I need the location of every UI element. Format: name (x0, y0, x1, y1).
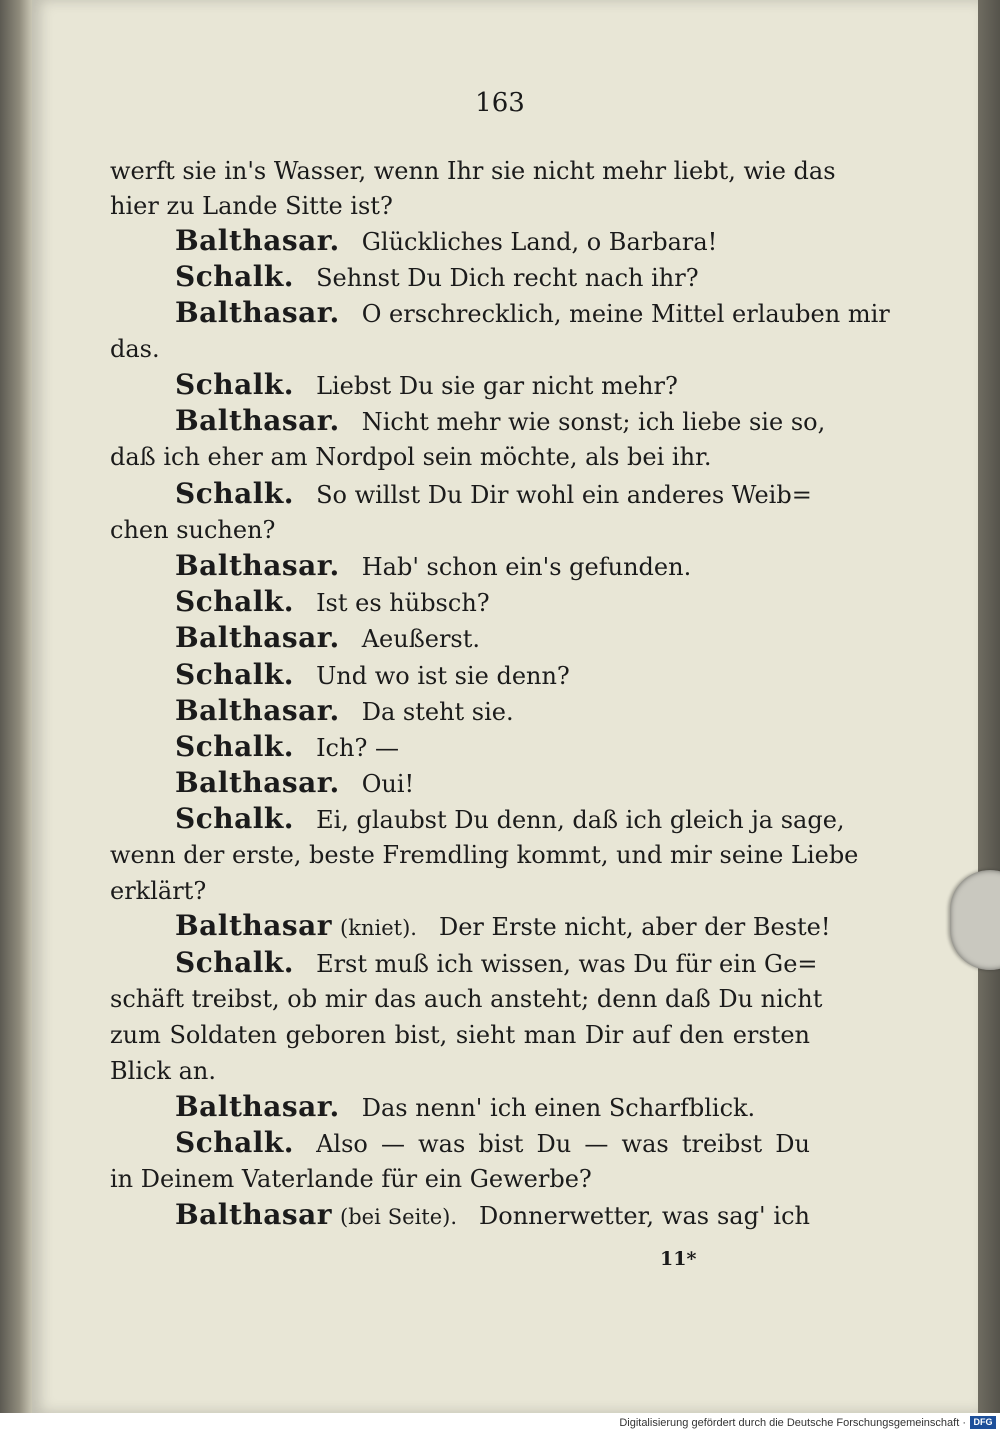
text-line (110, 840, 859, 870)
line-text: O erschrecklich, meine Mittel erlauben mir (361, 300, 890, 328)
text-line (110, 984, 823, 1014)
stage-direction: (kniet). (340, 916, 417, 940)
text-line (110, 334, 810, 364)
speaker-name: Schalk. (175, 368, 295, 401)
line-text: Und wo ist sie denn? (316, 662, 570, 690)
text-line (175, 262, 810, 293)
text-line (175, 660, 810, 691)
line-text: Ist es hübsch? (316, 589, 490, 617)
text-line (175, 296, 890, 329)
speaker-name: Balthasar. (175, 549, 340, 582)
line-text: hier zu Lande Sitte ist? (110, 192, 393, 220)
text-line (175, 479, 810, 510)
speaker-name: Balthasar (175, 1198, 333, 1231)
text-line (175, 551, 810, 582)
speaker-name: Balthasar. (175, 224, 340, 257)
line-text: Da steht sie. (361, 698, 514, 726)
speaker-name: Schalk. (175, 730, 295, 763)
page-number: 163 (475, 88, 525, 118)
text-line (110, 442, 810, 472)
text-line (175, 623, 810, 654)
speaker-name: Schalk. (175, 658, 295, 691)
speaker-name: Schalk. (175, 585, 295, 618)
speaker-name: Balthasar. (175, 296, 340, 329)
dfg-logo: DFG (970, 1416, 996, 1429)
line-text: Nicht mehr wie sonst; ich liebe sie so, (361, 408, 826, 436)
line-text: So willst Du Dir wohl ein anderes Weib= (316, 481, 812, 509)
line-text: Ich? — (316, 734, 399, 762)
line-text: Aeußerst. (361, 625, 481, 653)
line-text: Das nenn' ich einen Scharfblick. (361, 1094, 756, 1122)
text-line (175, 732, 810, 763)
line-text: Blick an. (110, 1057, 216, 1085)
speaker-name: Balthasar. (175, 621, 340, 654)
line-text: schäft treibst, ob mir das auch ansteht; denn daß Du nicht (110, 985, 823, 1013)
line-text: Der Erste nicht, aber der Beste! (438, 913, 831, 941)
stage-direction: (bei Seite). (340, 1205, 458, 1229)
text-line (110, 1056, 810, 1086)
text-line (110, 156, 836, 186)
page-edge (978, 0, 1000, 1413)
line-text: Donnerwetter, was sag' ich (479, 1202, 810, 1230)
line-text: Oui! (361, 770, 415, 798)
line-text: chen suchen? (110, 516, 276, 544)
speaker-name: Schalk. (175, 260, 295, 293)
speaker-name: Schalk. (175, 802, 295, 835)
line-text: Also — was bist Du — was treibst Du (316, 1130, 810, 1158)
footer-bar (0, 1413, 1000, 1433)
text-line (175, 226, 810, 257)
text-line (175, 802, 845, 835)
footer-text: Digitalisierung gefördert durch die Deutsche Forschungsgemeinschaft · (619, 1417, 966, 1429)
line-text: Erst muß ich wissen, was Du für ein Ge= (316, 950, 818, 978)
text-line (175, 946, 818, 979)
text-line (175, 404, 826, 437)
text-line (110, 1164, 810, 1194)
speaker-name: Balthasar. (175, 1090, 340, 1123)
line-text: daß ich eher am Nordpol sein möchte, als bei ihr. (110, 443, 712, 471)
line-text: zum Soldaten geboren bist, sieht man Dir auf den ersten (110, 1021, 810, 1049)
line-text: Sehnst Du Dich recht nach ihr? (316, 264, 699, 292)
speaker-name: Balthasar (175, 909, 333, 942)
line-text: in Deinem Vaterlande für ein Gewerbe? (110, 1165, 592, 1193)
signature-mark: 11* (660, 1248, 697, 1270)
line-text: Hab' schon ein's gefunden. (361, 553, 692, 581)
text-line (175, 370, 810, 401)
speaker-name: Balthasar. (175, 404, 340, 437)
text-line (175, 909, 831, 943)
line-text: das. (110, 335, 160, 363)
line-text: werft sie in's Wasser, wenn Ihr sie nicht mehr liebt, wie das (110, 157, 836, 185)
line-text: Ei, glaubst Du denn, daß ich gleich ja sage, (316, 806, 845, 834)
speaker-name: Schalk. (175, 1126, 295, 1159)
text-line (175, 1200, 810, 1232)
text-line (175, 1092, 810, 1123)
line-text: wenn der erste, beste Fremdling kommt, und mir seine Liebe (110, 841, 859, 869)
text-line (175, 1128, 810, 1159)
text-line (175, 768, 810, 799)
speaker-name: Balthasar. (175, 694, 340, 727)
text-line (110, 1020, 810, 1050)
text-line (110, 515, 810, 545)
line-text: Glückliches Land, o Barbara! (361, 228, 718, 256)
text-line (175, 696, 810, 727)
line-text: Liebst Du sie gar nicht mehr? (316, 372, 678, 400)
speaker-name: Balthasar. (175, 766, 340, 799)
speaker-name: Schalk. (175, 477, 295, 510)
text-line (110, 876, 810, 906)
book-spine (0, 0, 32, 1433)
text-line (175, 587, 810, 618)
line-text: erklärt? (110, 877, 207, 905)
text-line (110, 191, 810, 221)
speaker-name: Schalk. (175, 946, 295, 979)
